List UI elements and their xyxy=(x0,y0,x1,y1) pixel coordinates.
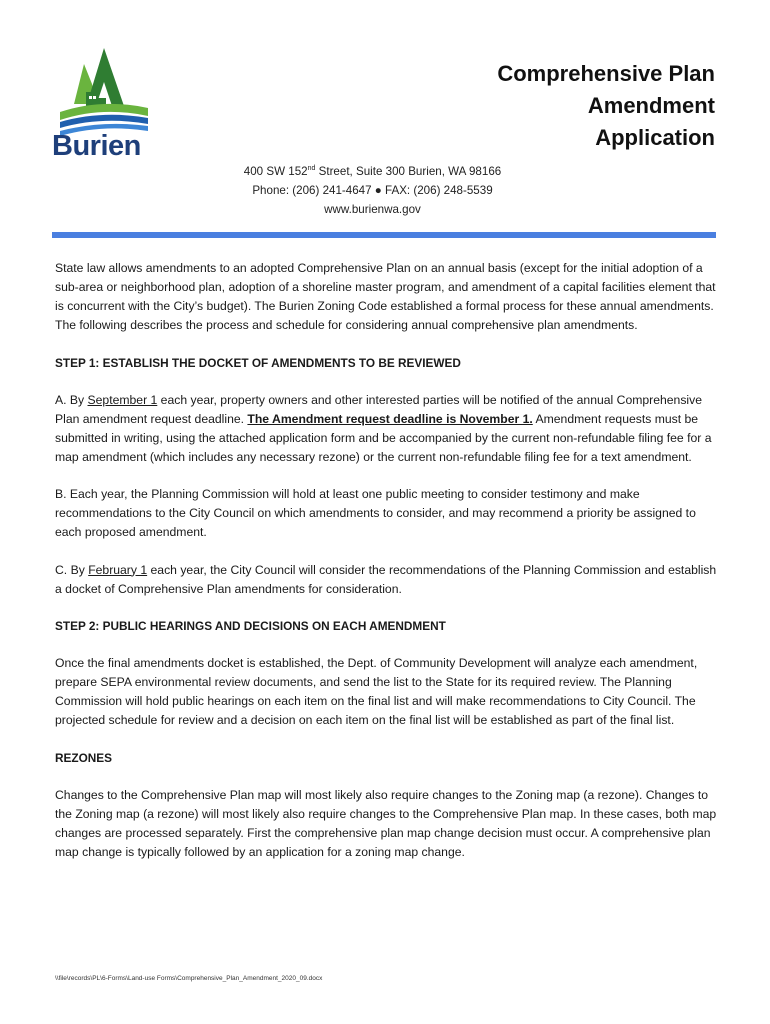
title-line: Comprehensive Plan xyxy=(497,61,715,86)
title-line: Application xyxy=(595,125,715,150)
header-divider xyxy=(52,232,716,238)
page-title xyxy=(497,58,715,154)
date-february: February 1 xyxy=(88,562,148,577)
step2-paragraph: Once the final amendments docket is established, the Dept. of Community Development will analyze each amendment, prepare SEPA environmental review documents, and send the list to the State for its required review. The Planning Commission will hold public hearings on each item on the final list and will make recommendations to City Council. The projected schedule for review and a decision on each item on the final list will be established as part of the final list. xyxy=(55,656,698,727)
contact-block xyxy=(200,162,545,219)
title-line: Amendment xyxy=(587,93,715,118)
deadline-notice: The Amendment request deadline is November 1. xyxy=(247,411,533,426)
logo-wordmark: Burien xyxy=(52,130,141,162)
intro-paragraph: State law allows amendments to an adopted Comprehensive Plan on an annual basis (except for the initial adoption of a sub-area or neighborhood plan, adoption of a shoreline master program, and amendment of a capital facilities element that is concurrent with the City’s budget). The Burien Zoning Code established a formal process for these annual amendments. The following describes the process and schedule for considering annual comprehensive plan amendments. xyxy=(55,261,716,332)
rezones-paragraph: Changes to the Comprehensive Plan map will most likely also require changes to the Zoning map (a rezone). Changes to the Zoning map (a rezone) will most likely also require changes to the Comprehensive Plan map. In these cases, both map changes are processed separately. First the comprehensive plan map change decision must occur. A comprehensive plan map change is typically followed by an application for a zoning map change. xyxy=(55,787,717,859)
website-link[interactable]: www.burienwa.gov xyxy=(324,203,421,216)
document-body xyxy=(55,259,719,880)
step1-item-c: C. By February 1 each year, the City Council will consider the recommendations of the Planning Commission and establish a docket of Comprehensive Plan amendments for consideration. xyxy=(55,562,717,596)
step2-heading: STEP 2: PUBLIC HEARINGS AND DECISIONS ON EACH AMENDMENT xyxy=(55,619,446,633)
step1-item-b: B. Each year, the Planning Commission will hold at least one public meeting to consider testimony and make recommendations to the City Council on which amendments to consider, and may recommend a priority be assigned to each proposed amendment. xyxy=(55,487,696,539)
phone-line: Phone: (206) 241-4647 ● FAX: (206) 248-5539 xyxy=(252,184,493,197)
rezones-heading: REZONES xyxy=(55,750,113,765)
step1-item-a: A. By September 1 each year, property owners and other interested parties will be notified of the annual Comprehensive Plan amendment request deadline. The Amendment request deadline is November 1. Amendment requests must be submitted in writing, using the attached application form and be accompanied by the current non-refundable filing fee for a map amendment (which includes any necessary rezone) or the current non-refundable filing fee for a text amendment. xyxy=(55,392,712,464)
address-line: 400 SW 152nd Street, Suite 300 Burien, WA 98166 xyxy=(243,165,502,178)
step1-heading: STEP 1: ESTABLISH THE DOCKET OF AMENDMENTS TO BE REVIEWED xyxy=(55,355,461,370)
date-september: September 1 xyxy=(87,392,158,407)
file-path-footer: \\file\records\PL\6-Forms\Land-use Forms\Comprehensive_Plan_Amendment_2020_09.docx xyxy=(55,975,323,982)
